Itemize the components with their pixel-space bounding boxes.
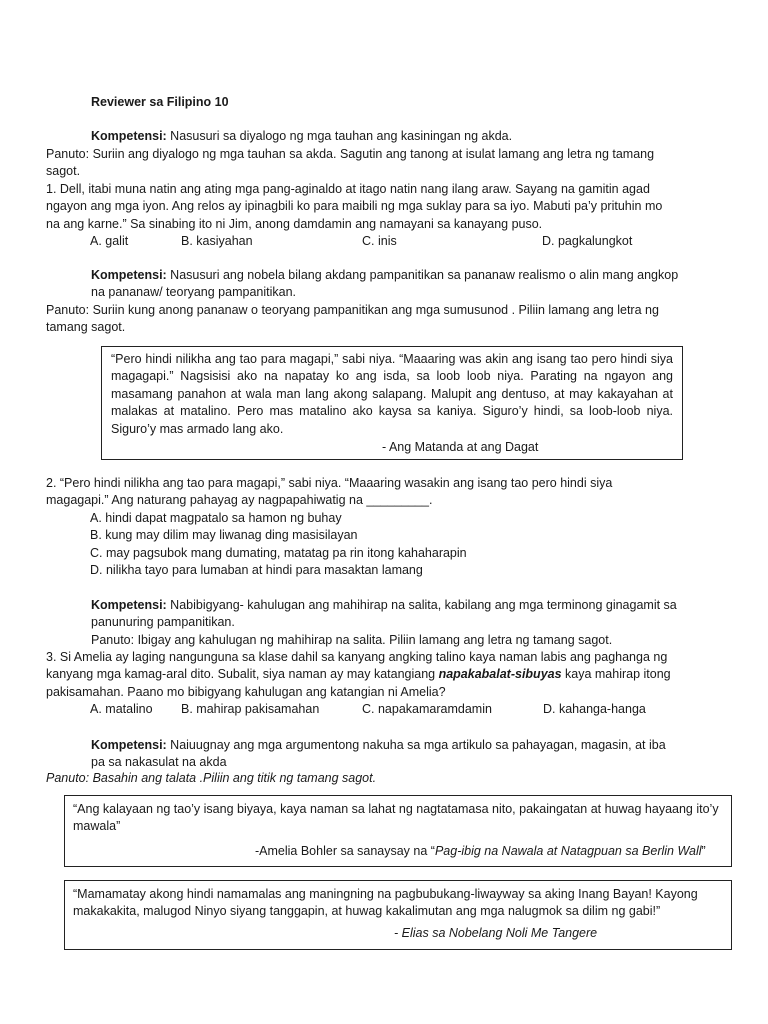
choice[interactable]: D. nilikha tayo para lumaban at hindi para masaktan lamang (90, 563, 423, 578)
choice[interactable]: C. inis (362, 234, 397, 248)
kompetensi-label: Kompetensi: (91, 738, 167, 752)
excerpt-box-1 (101, 346, 683, 460)
kompetensi-2 (91, 267, 681, 302)
quote-source: - Elias sa Nobelang Noli Me Tangere (394, 926, 598, 940)
question-3-text-end: kaya mahirap itong pakisamahan. Paano mo bibigyang kahulugan ang katangian ni Amelia? (46, 667, 671, 699)
quote-source (255, 843, 706, 860)
choice[interactable]: B. kung may dilim may liwanag ding masisilayan (90, 528, 358, 543)
kompetensi-text: Nasusuri ang nobela bilang akdang pampanitikan sa pananaw realismo o alin mang angkop na pananaw/ teoryang pampanitikan. (91, 268, 679, 300)
kompetensi-1 (91, 128, 691, 145)
kompetensi-label: Kompetensi: (91, 129, 167, 143)
choice[interactable]: A. hindi dapat magpatalo sa hamon ng buhay (90, 511, 342, 525)
quote-source-suffix: ” (701, 844, 706, 858)
kompetensi-text: Nasusuri sa diyalogo ng mga tauhan ang kasiningan ng akda. (166, 129, 513, 143)
choices-1 (90, 233, 632, 250)
choice[interactable]: A. galit (90, 234, 129, 248)
quote-box-2 (64, 880, 732, 950)
question-3-text: 3. Si Amelia ay laging nangunguna sa klase dahil sa kanyang angking talino kaya naman labis ang paghanga ng kanyang mga kamag-aral dito. Subalit, siya naman ay may katangiang (46, 650, 668, 682)
choices-2 (90, 510, 467, 580)
excerpt-text: “Pero hindi nilikha ang tao para magapi,” sabi niya. “Maaaring was akin ang isang tao pero hindi siya magagapi.” Nagsisisi ako na napatay ko ang isda, sa loob loob niya. Parating na ngayon ang masamang panahon at wala man lang akong salapang. Malupit ang dentuso, at may kakayahan at malakas at matalino. Pero mas matalino ako kaysa sa kaniya. Siguro’y hindi, sa loob-loob niya. Siguro’y mas armado lang ako. (111, 352, 673, 436)
kompetensi-4 (91, 737, 681, 772)
choice[interactable]: B. mahirap pakisamahan (181, 702, 320, 716)
choice[interactable]: C. napakamaramdamin (362, 702, 492, 716)
panuto-1: Panuto: Suriin ang diyalogo ng mga tauhan sa akda. Sagutin ang tanong at isulat lamang ang letra ng tamang sagot. (46, 147, 655, 179)
quote-box-1 (64, 795, 732, 867)
choice[interactable]: B. kasiyahan (181, 234, 253, 248)
question-3 (46, 649, 676, 701)
quote-text: “Ang kalayaan ng tao’y isang biyaya, kaya naman sa lahat ng nagtatamasa nito, pakaingatan at huwag hayaang ito’y mawala” (73, 802, 719, 834)
page-title: Reviewer sa Filipino 10 (91, 95, 229, 109)
choice[interactable]: A. matalino (90, 702, 153, 716)
choice[interactable]: D. pagkalungkot (542, 234, 633, 248)
choices-3 (90, 701, 646, 718)
choice[interactable]: D. kahanga-hanga (543, 702, 646, 716)
highlighted-term: napakabalat-sibuyas (438, 667, 562, 682)
question-1: 1. Dell, itabi muna natin ang ating mga pang-aginaldo at itago natin nang ilang araw. Sayang na gamitin agad ngayon ang mga iyon. Ang relos ay ipinagbili ko para maibili ng mga suklay para sa iyo. Mabuti pa’y prituhin mo na ang karne.” Sa sinabing ito ni Jim, anong damdamin ang namayani sa kanayang puso. (46, 182, 663, 231)
kompetensi-text: Nabibigyang- kahulugan ang mahihirap na salita, kabilang ang mga terminong ginagamit sa panunuring pampanitikan. (91, 598, 677, 630)
quote-text: “Mamamatay akong hindi namamalas ang maningning na pagbubukang-liwayway sa aking Inang Bayan! Kayong makakakita, malugod Ninyo siyang tanggapin, at huwag kakalimutan ang mga nalugmok sa dilim ng gabi!” (73, 887, 698, 919)
question-2: 2. “Pero hindi nilikha ang tao para magapi,” sabi niya. “Maaaring wasakin ang isang tao pero hindi siya magagapi.” Ang naturang pahayag ay nagpapahiwatig na _________. (46, 476, 613, 508)
panuto-4: Panuto: Basahin ang talata .Piliin ang titik ng tamang sagot. (46, 771, 377, 785)
quote-source-title: Pag-ibig na Nawala at Natagpuan sa Berlin Wall (434, 844, 702, 858)
kompetensi-label: Kompetensi: (91, 268, 167, 282)
kompetensi-label: Kompetensi: (91, 598, 167, 612)
kompetensi-3 (91, 597, 686, 632)
choice[interactable]: C. may pagsubok mang dumating, matatag pa rin itong kahaharapin (90, 545, 467, 560)
excerpt-source: - Ang Matanda at ang Dagat (382, 440, 539, 454)
quote-source-prefix: -Amelia Bohler sa sanaysay na “ (255, 844, 435, 858)
panuto-3: Panuto: Ibigay ang kahulugan ng mahihirap na salita. Piliin lamang ang letra ng tamang sagot. (91, 633, 613, 647)
kompetensi-text: Naiuugnay ang mga argumentong nakuha sa mga artikulo sa pahayagan, magasin, at iba pa sa nakasulat na akda (91, 738, 666, 770)
panuto-2: Panuto: Suriin kung anong pananaw o teoryang pampanitikan ang mga sumusunod . Piliin lamang ang letra ng tamang sagot. (46, 303, 659, 335)
